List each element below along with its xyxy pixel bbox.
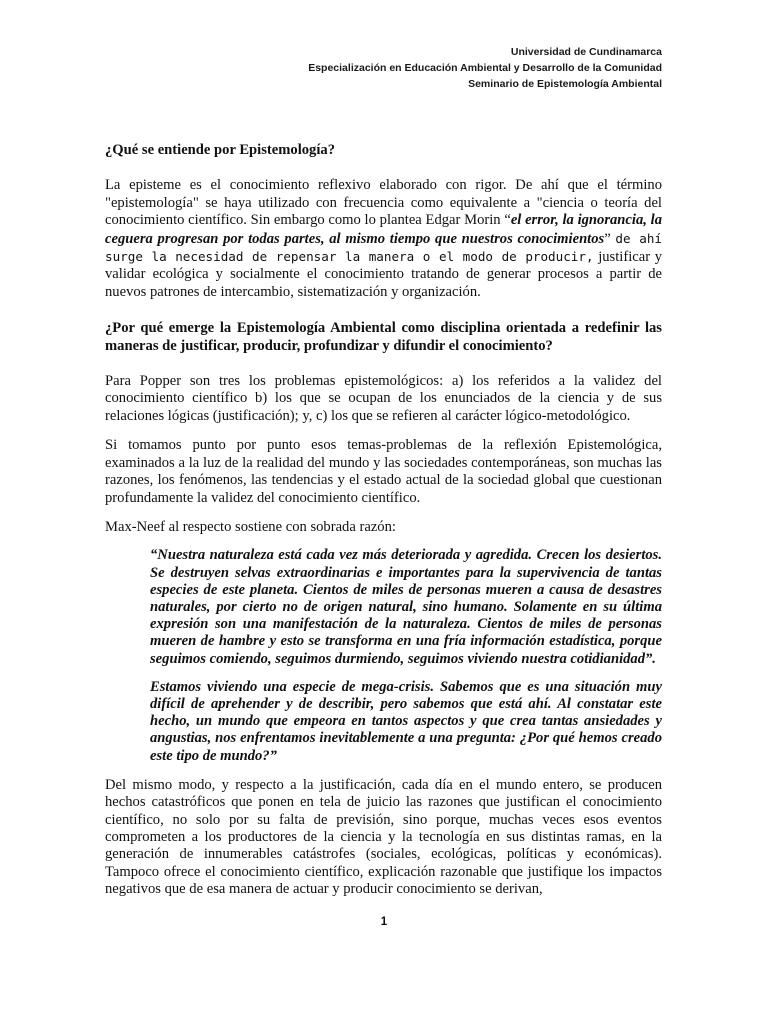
document-body	[105, 142, 662, 899]
block-quote-naturaleza: “Nuestra naturaleza está cada vez más deteriorada y agredida. Crecen los desiertos. Se destruyen selvas extraordinarias e importantes para la supervivencia de tantas especies de este planeta. Cientos de miles de personas mueren a causa de desastres naturales, por cierto no de origen natural, sino humano. Solamente en su última expresión son una manifestación de la naturaleza. Cientos de miles de personas mueren de hambre y esto se transforma en una fría información estadística, porque seguimos comiendo, seguimos durmiendo, seguimos viviendo nuestra cotidianidad”.	[150, 547, 662, 667]
paragraph-episteme	[105, 177, 662, 301]
episteme-intro-text: La episteme es el conocimiento reflexivo elaborado con rigor. De ahí que el término "epistemología" se haya utilizado con frecuencia como equivalente a "ciencia o teoría del conocimiento científico. Sin embargo como lo plantea Edgar Morin “	[105, 177, 662, 229]
morin-quote-emphasis: el error, la ignorancia, la ceguera progresan por todas partes, al mismo tiempo que nuestros conocimientos	[105, 212, 662, 247]
paragraph-justificacion: Del mismo modo, y respecto a la justificación, cada día en el mundo entero, se producen hechos catastróficos que ponen en tela de juicio las razones que justifican el conocimiento científico, no solo por su falta de previsión, sino porque, muchas veces esos eventos comprometen a los productores de la ciencia y la tecnología en sus distintas ramas, en la generación de innumerables catástrofes (sociales, ecológicas, políticas y económicas). Tampoco ofrece el conocimiento científico, explicación razonable que justifique los impactos negativos que de esa manera de actuar y producir conocimiento se derivan,	[105, 776, 662, 898]
section-heading-epistemologia-ambiental: ¿Por qué emerge la Epistemología Ambiental como disciplina orientada a redefinir las maneras de justificar, producir, profundizar y difundir el conocimiento?	[105, 320, 662, 354]
paragraph-temas-problemas: Si tomamos punto por punto esos temas-problemas de la reflexión Epistemológica, examinados a la luz de la realidad del mundo y las sociedades contemporáneas, son muchas las razones, los fenómenos, las tendencias y el estado actual de la sociedad global que cuestionan profundamente la validez del conocimiento científico.	[105, 437, 662, 506]
paragraph-max-neef-intro: Max-Neef al respecto sostiene con sobrada razón:	[105, 518, 396, 535]
document-header	[308, 44, 662, 92]
header-university: Universidad de Cundinamarca	[510, 46, 662, 58]
page-number: 1	[380, 916, 388, 928]
paragraph-popper: Para Popper son tres los problemas epistemológicos: a) los referidos a la validez del conocimiento científico b) los que se ocupan de los enunciados de la ciencia y de sus relaciones lógicas (justificación); y, c) los que se refieren al carácter lógico-metodológico.	[105, 373, 662, 424]
episteme-mono-text: de ahí surge la necesidad de repensar la manera o el modo de producir,	[105, 230, 662, 265]
block-quote-mega-crisis: Estamos viviendo una especie de mega-crisis. Sabemos que es una situación muy difícil de aprehender y de describir, pero sabemos que está ahí. Al constatar este hecho, un mundo que empeora en tantos aspectos y que crea tantas ansiedades y angustias, nos enfrentamos inevitablemente a una pregunta: ¿Por qué hemos creado este tipo de mundo?”	[150, 678, 662, 764]
episteme-end-text: justificar y validar ecológica y socialmente el conocimiento tratando de generar procesos a partir de nuevos patrones de intercambio, sistematización y organización.	[105, 249, 663, 300]
section-heading-epistemologia: ¿Qué se entiende por Epistemología?	[105, 142, 335, 158]
header-program: Especialización en Educación Ambiental y Desarrollo de la Comunidad	[308, 62, 662, 74]
header-seminar: Seminario de Epistemología Ambiental	[468, 78, 662, 90]
morin-quote-close: ”	[604, 230, 616, 247]
